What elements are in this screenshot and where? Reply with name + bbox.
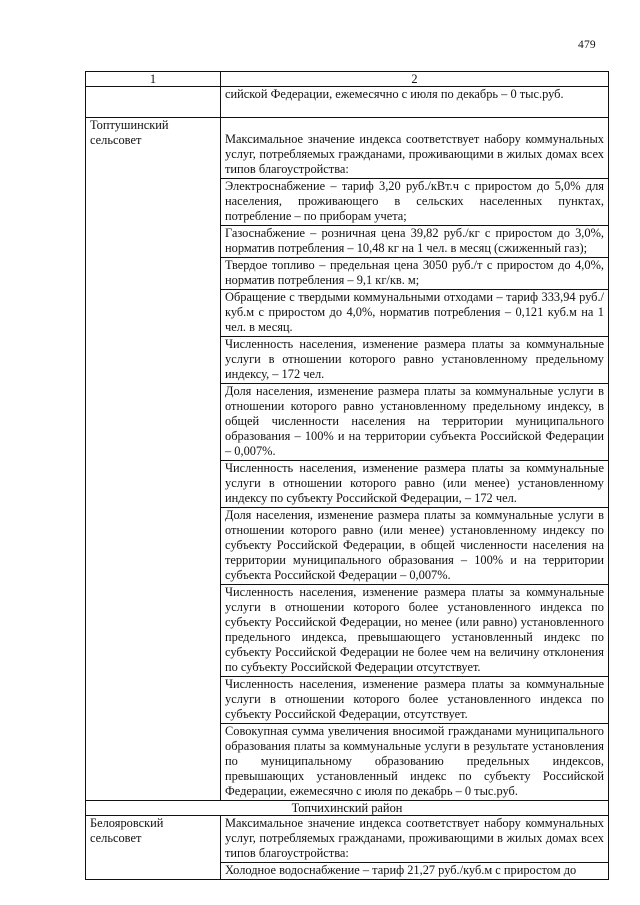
list-item: Доля населения, изменение размера платы за коммунальные услуги в отношении которого равно (или менее) установленному индексу по субъекту Российской Федерации, в общей численности населения на территории муниципального образования – 100% и на территории субъекта Российской Федерации – 0,007%.	[221, 508, 608, 585]
municipality-name: Топтушинский сельсовет	[86, 118, 221, 801]
table-row	[86, 118, 609, 801]
list-item: Численность населения, изменение размера платы за коммунальные услуги в отношении которого более установленного индекса по субъекту Российской Федерации, но менее (или равно) установленного предельного индекса, превышающего установленный индекс по субъекту Российской Федерации не более чем на величину отклонения по субъекту Российской Федерации отсутствует.	[221, 585, 608, 677]
continuation-text: сийской Федерации, ежемесячно с июля по декабрь – 0 тыс.руб.	[225, 87, 564, 101]
municipality-details	[221, 118, 609, 801]
list-item: Твердое топливо – предельная цена 3050 руб./т с приростом до 4,0%, норматив потребления – 9,1 кг/кв. м;	[221, 258, 608, 290]
list-item: Доля населения, изменение размера платы за коммунальные услуги в отношении которого равно установленному предельному индексу, в общей численности населения на территории муниципального образования – 100% и на территории субъекта Российской Федерации – 0,007%.	[221, 384, 608, 461]
district-row	[86, 801, 609, 816]
municipality-name: Белояровский сельсовет	[86, 816, 221, 880]
list-item: Газоснабжение – розничная цена 39,82 руб./кг с приростом до 3,0%, норматив потребления – 10,48 кг на 1 чел. в месяц (сжиженный газ);	[221, 226, 608, 258]
list-item: Численность населения, изменение размера платы за коммунальные услуги в отношении которого более установленного индекса по субъекту Российской Федерации, отсутствует.	[221, 677, 608, 724]
list-item: Электроснабжение – тариф 3,20 руб./кВт.ч с приростом до 5,0% для населения, проживающего в сельских населенных пунктах, потребление – по приборам учета;	[221, 179, 608, 226]
list-item: Совокупная сумма увеличения вносимой гражданами муниципального образования платы за коммунальные услуги в результате установления по муниципальному образованию предельных индексов, превышающих установленный индекс по субъекту Российской Федерации, ежемесячно с июля по декабрь – 0 тыс.руб.	[225, 724, 604, 798]
list-item: Численность населения, изменение размера платы за коммунальные услуги в отношении которого равно (или менее) установленному индексу по субъекту Российской Федерации, – 172 чел.	[221, 461, 608, 508]
continuation-row	[86, 87, 609, 118]
list-item: Холодное водоснабжение – тариф 21,27 руб./куб.м с приростом до	[225, 863, 577, 877]
spacer	[225, 118, 604, 132]
list-item: Обращение с твердыми коммунальными отходами – тариф 333,94 руб./куб.м с приростом до 4,0%, норматив потребления – 0,121 куб.м на 1 чел. в месяц.	[221, 290, 608, 337]
tariff-table	[85, 71, 609, 880]
continuation-text-cell	[221, 87, 609, 118]
table-row	[86, 816, 609, 880]
list-item: Максимальное значение индекса соответствует набору коммунальных услуг, потребляемых гражданами, проживающими в жилых домах всех типов благоустройства:	[221, 132, 608, 179]
header-col-1: 1	[86, 72, 221, 87]
list-item: Численность населения, изменение размера платы за коммунальные услуги в отношении которого равно установленному предельному индексу, – 172 чел.	[221, 337, 608, 384]
list-item: Максимальное значение индекса соответствует набору коммунальных услуг, потребляемых гражданами, проживающими в жилых домах всех типов благоустройства:	[221, 816, 608, 863]
page-number: 479	[578, 39, 596, 51]
continuation-name-cell	[86, 87, 221, 118]
header-col-2: 2	[221, 72, 609, 87]
municipality-details	[221, 816, 609, 880]
district-title: Топчихинский район	[86, 801, 609, 816]
table-header-row	[86, 72, 609, 87]
